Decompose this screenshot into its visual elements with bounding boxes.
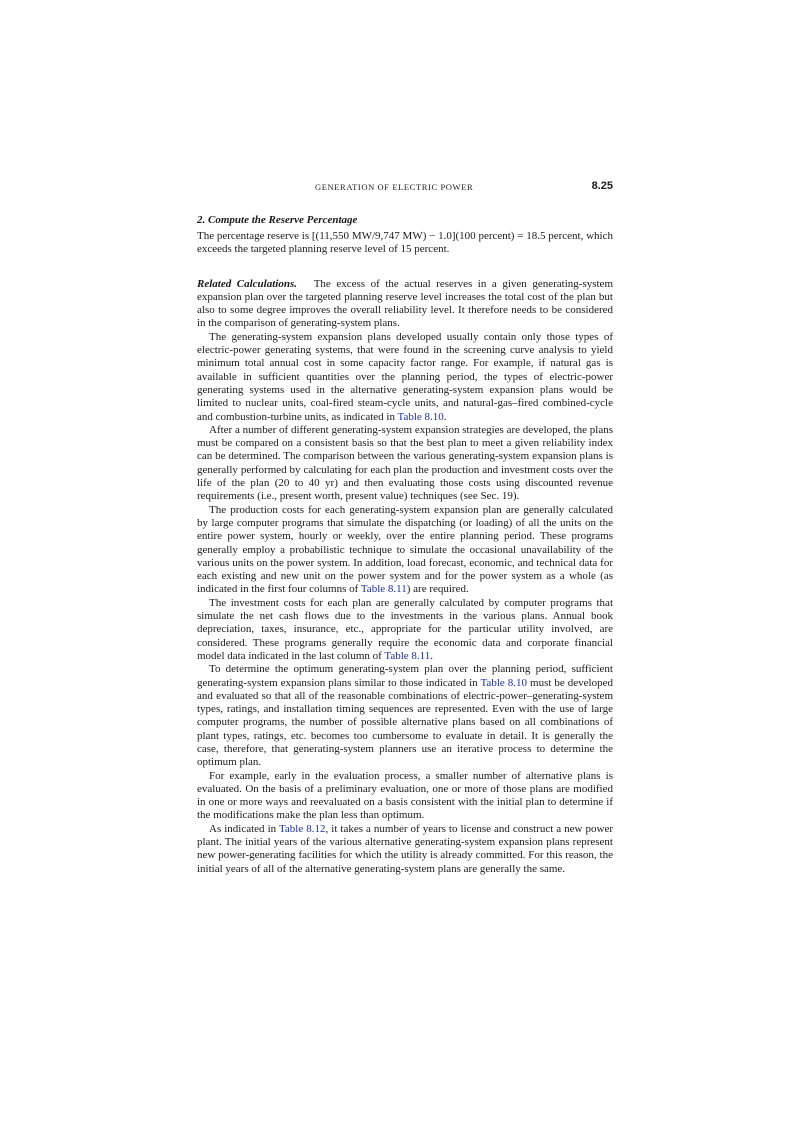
related-paragraph-8 (197, 823, 613, 876)
related-paragraph-3 (197, 424, 613, 504)
related-p3-text: After a number of different generating-system expansion strategies are developed, the plans must be compared on a consistent basis so that the best plan to meet a given reliability index can be determined. The comparison between the various generating-system expansion plans is generally performed by calculating for each plan the production and investment costs over the life of the plan (20 to 40 yr) and then evaluating those costs using discounted revenue requirements (i.e., present worth, present value) techniques (see Sec. 19). (197, 423, 613, 503)
related-p5-end: . (430, 649, 433, 662)
related-p4-end: ) are required. (406, 583, 469, 596)
table-8-11-link[interactable]: Table 8.11 (384, 649, 431, 662)
step-text: The percentage reserve is [(11,550 MW/9,747 MW) − 1.0](100 percent) = 18.5 percent, which exceeds the targeted planning reserve level of 15 percent. (197, 230, 613, 256)
related-p4-text: The production costs for each generating-system expansion plan are generally calculated by large computer programs that simulate the dispatching (or loading) of all the units on the entire power system, hourly or weekly, over the entire planning period. These programs generally employ a probabilistic technique to simulate the occasional unavailability of the various units on the power system. In addition, load forecast, economic, and technical data for each existing and new unit on the power system and for the power system as a whole (as indicated in the first four columns of (197, 503, 613, 596)
step-paragraph (197, 230, 613, 257)
related-paragraph-5 (197, 597, 613, 663)
related-p8-text: As indicated in (209, 822, 279, 835)
related-p7-text: For example, early in the evaluation process, a smaller number of alternative plans is evaluated. On the basis of a preliminary evaluation, one or more of those plans are modified in one or more ways and reevaluated on a basis consistent with the initial plan to determine if the modifications make the plan less than optimum. (197, 769, 613, 822)
section-gap (197, 257, 613, 278)
table-8-10-link[interactable]: Table 8.10 (397, 410, 444, 423)
related-p8-end: , it takes a number of years to license and construct a new power plant. The initial years of the various alternative generating-system expansion plans represent new power-generating facilities for which the utility is already committed. For this reason, the initial years of all of the alternative generating-system plans are generally the same. (197, 822, 613, 875)
related-paragraph-2 (197, 331, 613, 424)
table-8-12-link[interactable]: Table 8.12 (278, 822, 326, 835)
related-p2-end: . (443, 410, 447, 423)
related-paragraph-6 (197, 663, 613, 769)
running-title: GENERATION OF ELECTRIC POWER (315, 182, 474, 192)
related-p6-end: must be developed and evaluated so that all of the reasonable combinations of electric-power–generating-system types, ratings, and installation timing sequences are represented. Even with the use of large computer programs, the number of possible alternative plans based on all combinations of plant types, ratings, etc. becomes too cumbersome to evaluate in detail. It is generally the case, therefore, that generating-system planners use an iterative process to determine the optimum plan. (197, 676, 613, 769)
step-heading: 2. Compute the Reserve Percentage (197, 214, 358, 226)
table-8-10-link[interactable]: Table 8.10 (480, 676, 528, 689)
related-paragraph-1 (197, 278, 613, 331)
table-8-11-link[interactable]: Table 8.11 (360, 583, 407, 596)
related-paragraph-4 (197, 504, 613, 597)
related-p2-text: The generating-system expansion plans developed usually contain only those types of electric-power generating systems, that were found in the screening curve analysis to yield minimum total annual cost in some capacity factor range. For example, if natural gas is available in sufficient quantities over the planning period, the types of electric-power generating systems used in the alternative generating-system expansion plans would be limited to nuclear units, coal-fired steam-cycle units, and natural-gas–fired combined-cycle and combustion-turbine units, as indicated in (197, 330, 613, 423)
related-p5-text: The investment costs for each plan are generally calculated by computer programs that simulate the net cash flows due to the investments in the various plans. Annual book depreciation, taxes, insurance, etc., appropriate for the particular utility involved, are considered. These programs generally require the economic data and corporate financial model data indicated in the last column of (197, 596, 613, 662)
related-paragraph-7 (197, 770, 613, 823)
related-p1-text: The excess of the actual reserves in a given generating-system expansion plan over the targeted planning reserve level increases the total cost of the plan but also to some degree improves the overall reliability level. It therefore needs to be considered in the comparison of generating-system plans. (197, 277, 614, 330)
document-page (197, 180, 613, 876)
related-p6-text: To determine the optimum generating-system plan over the planning period, sufficient generating-system expansion plans similar to those indicated in (197, 663, 613, 689)
related-calculations-label: Related Calculations. (197, 277, 297, 290)
page-number: 8.25 (591, 180, 613, 192)
running-head (197, 180, 613, 196)
